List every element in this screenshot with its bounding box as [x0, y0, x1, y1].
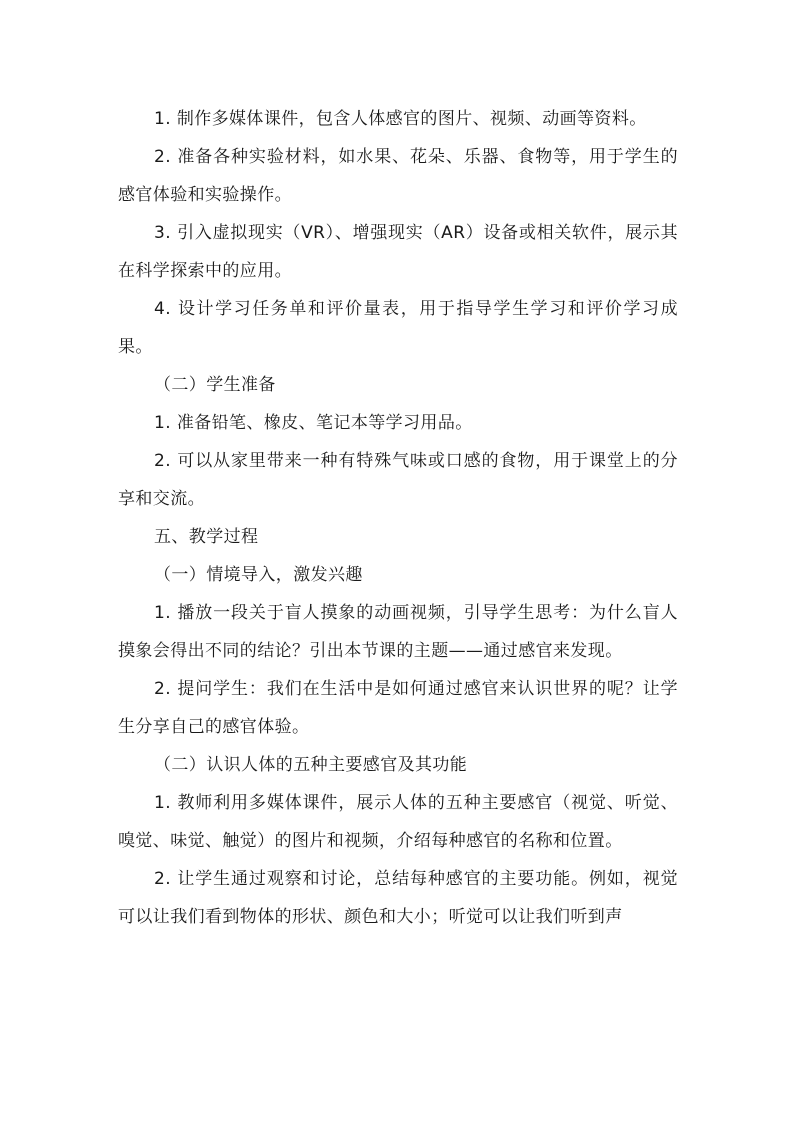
- paragraph-five-senses-2: 2. 让学生通过观察和讨论，总结每种感官的主要功能。例如，视觉可以让我们看到物体的形状、颜色和大小；听觉可以让我们听到声: [118, 869, 678, 927]
- section-heading-teaching-process: 五、教学过程: [154, 527, 259, 547]
- paragraph-student-prep-2: 2. 可以从家里带来一种有特殊气味或口感的食物，用于课堂上的分享和交流。: [118, 451, 678, 509]
- paragraph-teacher-prep-2: 2. 准备各种实验材料，如水果、花朵、乐器、食物等，用于学生的感官体验和实验操作。: [118, 147, 678, 205]
- section-heading-student-prep: （二）学生准备: [154, 375, 276, 395]
- paragraph-introduction-1: 1. 播放一段关于盲人摸象的动画视频，引导学生思考：为什么盲人摸象会得出不同的结论？引出本节课的主题——通过感官来发现。: [118, 603, 678, 661]
- paragraph-teacher-prep-4: 4. 设计学习任务单和评价量表，用于指导学生学习和评价学习成果。: [118, 299, 678, 357]
- section-heading-introduction: （一）情境导入，激发兴趣: [154, 565, 363, 585]
- paragraph-teacher-prep-1: 1. 制作多媒体课件，包含人体感官的图片、视频、动画等资料。: [154, 109, 647, 129]
- section-heading-five-senses: （二）认识人体的五种主要感官及其功能: [154, 755, 468, 775]
- paragraph-five-senses-1: 1. 教师利用多媒体课件，展示人体的五种主要感官（视觉、听觉、嗅觉、味觉、触觉）的图片和视频，介绍每种感官的名称和位置。: [118, 793, 678, 851]
- paragraph-introduction-2: 2. 提问学生：我们在生活中是如何通过感官来认识世界的呢？让学生分享自己的感官体验。: [118, 679, 678, 737]
- document-body: [118, 100, 678, 936]
- paragraph-teacher-prep-3: 3. 引入虚拟现实（VR）、增强现实（AR）设备或相关软件，展示其在科学探索中的应用。: [118, 223, 678, 281]
- paragraph-student-prep-1: 1. 准备铅笔、橡皮、笔记本等学习用品。: [154, 413, 473, 433]
